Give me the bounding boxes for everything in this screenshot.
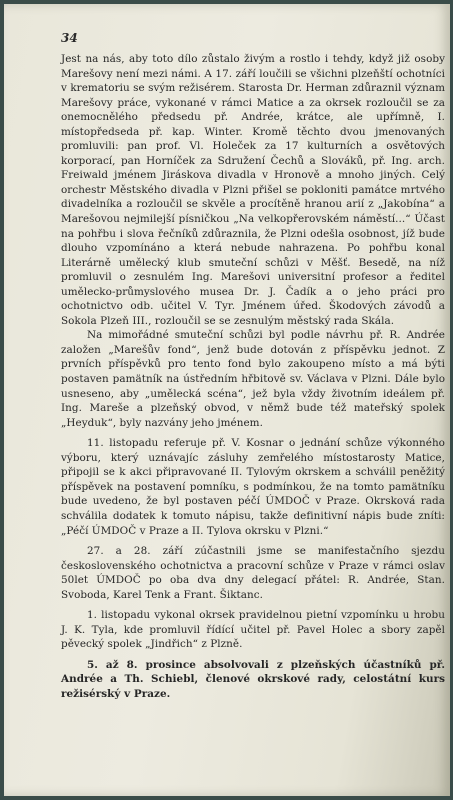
paragraph-november-11: 11. listopadu referuje př. V. Kosnar o jednání schůze výkonného výboru, který uznávajíc zásluhy zemřelého místostarosty Matice, připojil se k akci připravované II. Tylovým okrskem a schválil peněžitý příspěvek na postavení pomníku, s podmínkou, že na tomto pamätníku bude uvedeno, že byl postaven péčí ÚMDOČ v Praze. Okrsková rada schválila dodatek k tomuto nápisu, takže definitivní nápis bude zníti: „Péčí ÚMDOČ v Praze a II. Tylova okrsku v Plzni.“ (61, 437, 445, 537)
page-number: 34 (61, 31, 78, 45)
body-text (61, 52, 445, 702)
paragraph-funeral: Jest na nás, aby toto dílo zůstalo živým a rostlo i tehdy, když již osoby Marešovy není mezi námi. A 17. září loučili se všichni plzeňští ochotníci v krematoriu se svým režisérem. Starosta Dr. Herman zdůraznil význam Marešovy práce, vykonané v rámci Matice a za okrsek rozloučil se za onemocnělého předsedu př. Andrée, krátce, ale upřímně, I. místopředseda př. kap. Winter. Kromě těchto dvou jmenovaných promluvili: pan prof. Vl. Holeček za 17 kulturních a osvětových korporací, pan Horníček za Sdružení Čechů a Slováků, př. Ing. arch. Freiwald jménem Jiráskova divadla v Hronově a mnoho jiných. Celý orchestr Městského divadla v Plzni přišel se pokloniti památce mrtvého divadelníka a rozloučil se skvěle a procítěně hranou arií z „Jakobína“ a Marešovou nejmilejší písničkou „Na velkopřerovském náměstí...“ Účast na pohřbu i slova řečníků zdůraznila, že Plzni odešla osobnost, jíž bude dlouho vzpomínáno a která nebude nahrazena. Po pohřbu konal Literárně umělecký klub smuteční schůzi v Měšť. Besedě, na níž promluvil o zesnulém Ing. Marešovi universitní profesor a ředitel umělecko-průmyslového musea Dr. J. Čadík a o jeho práci pro ochotnictvo odb. učitel V. Tyr. Jménem úřed. Škodových závodů a Sokola Plzeň III., rozloučil se se zesnulým městský rada Skála. (61, 53, 445, 327)
paragraph-december-course: 5. až 8. prosince absolvovali z plzeňských účastníků př. Andrée a Th. Schiebl, členové okrskové rady, celostátní kurs režisérský v Praze. (61, 658, 445, 700)
book-page (4, 4, 450, 796)
paragraph-fund: Na mimořádné smuteční schůzi byl podle návrhu př. R. Andrée založen „Marešův fond“, jenž bude dotován z příspěvku jednot. Z prvních příspěvků pro tento fond bylo zakoupeno místo a má býti postaven pamätník na ústředním hřbitově sv. Václava v Plzni. Dále bylo usneseno, aby „umělecká scéna“, jež byla vždy životním ideálem př. Ing. Mareše a plzeňský obvod, v němž bude též mateřský spolek „Heyduk“, byly nazvány jeho jménem. (61, 329, 445, 429)
paragraph-november-1: 1. listopadu vykonal okrsek pravidelnou pietní vzpomínku u hrobu J. K. Tyla, kde promluvil řídící učitel př. Pavel Holec a sbory zapěl pěvecký spolek „Jindřich“ z Plzně. (61, 609, 445, 651)
paragraph-september-congress: 27. a 28. září zúčastnili jsme se manifestačního sjezdu československého ochotnictva a pracovní schůze v Praze v rámci oslav 50let ÚMDOČ po oba dva dny delegací přátel: R. Andrée, Stan. Svoboda, Karel Tenk a Frant. Šiktanc. (61, 545, 445, 601)
